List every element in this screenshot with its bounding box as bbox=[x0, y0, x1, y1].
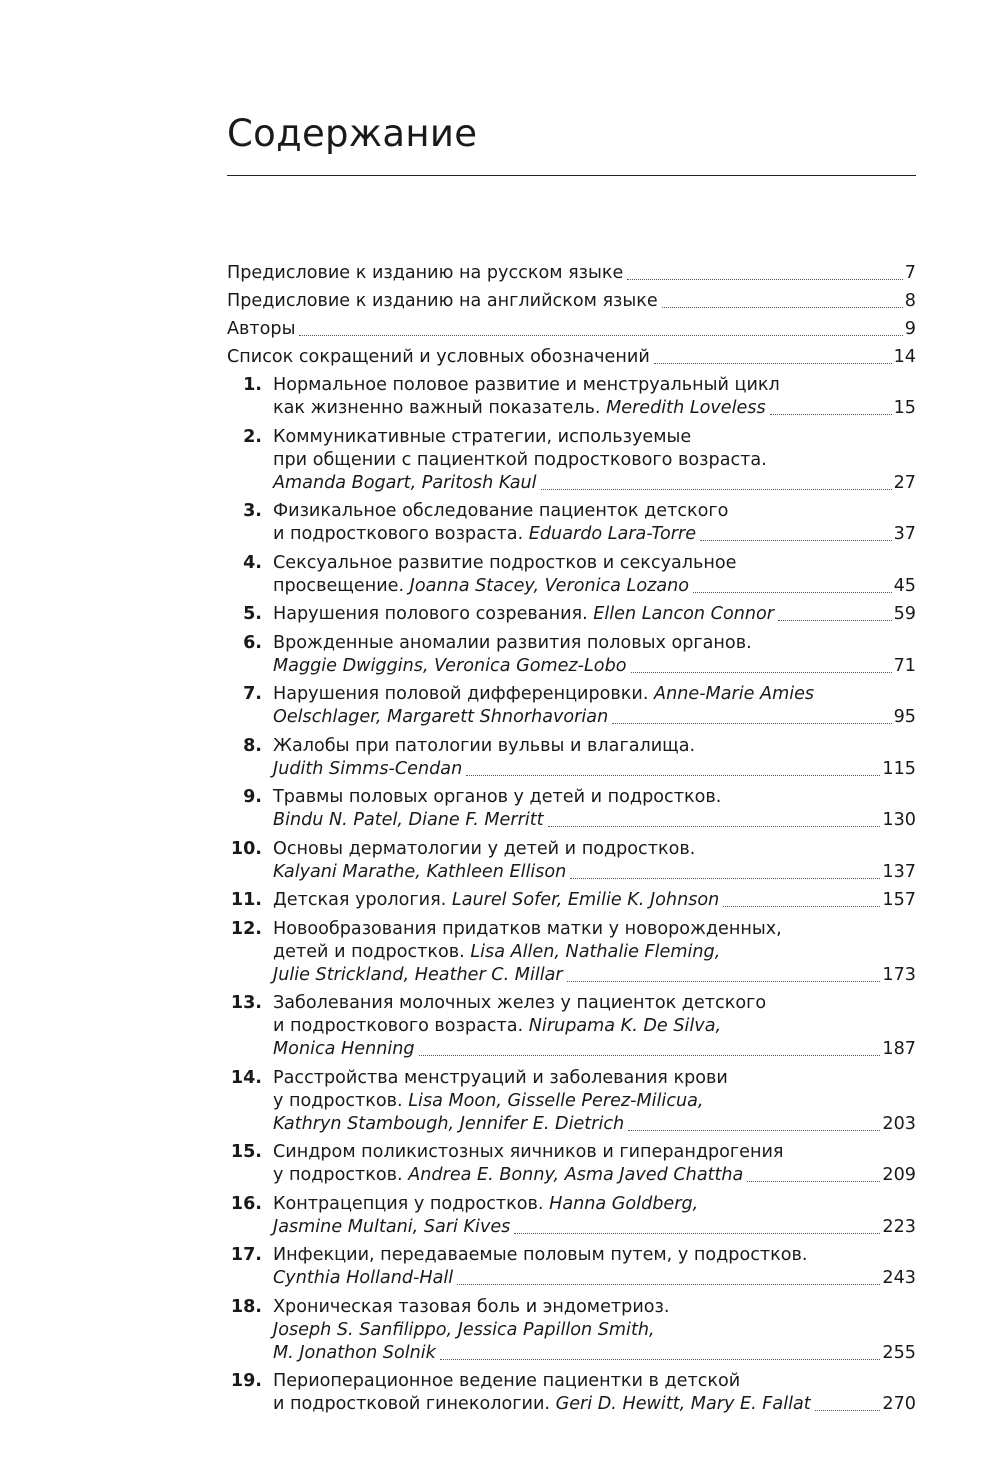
toc-chapter-body bbox=[273, 1244, 916, 1290]
chapter-title-text: и подростковой гинекологии. bbox=[273, 1394, 556, 1414]
dot-leader bbox=[654, 362, 892, 364]
chapter-authors: Nirupama K. De Silva, bbox=[528, 1016, 722, 1036]
toc-line-text bbox=[273, 1342, 436, 1365]
toc-line-text bbox=[273, 918, 782, 941]
toc-line bbox=[273, 552, 916, 575]
chapter-authors: Anne-Marie Amies bbox=[654, 684, 815, 704]
toc-chapter-body bbox=[273, 683, 916, 729]
chapter-number: 2. bbox=[243, 426, 262, 447]
chapter-title-text: Нарушения полового созревания. bbox=[273, 604, 594, 624]
toc-line bbox=[273, 861, 916, 884]
toc-chapter[interactable] bbox=[227, 735, 916, 781]
toc-line-text bbox=[273, 1015, 721, 1038]
dot-leader bbox=[631, 671, 892, 673]
chapter-title-text: Нормальное половое развитие и менструальный цикл bbox=[273, 375, 780, 395]
chapter-authors: Meredith Loveless bbox=[606, 398, 766, 418]
chapter-authors: Cynthia Holland-Hall bbox=[273, 1268, 454, 1288]
chapter-number: 5. bbox=[243, 604, 262, 624]
toc-entry[interactable] bbox=[227, 346, 916, 369]
dot-leader bbox=[548, 825, 881, 827]
chapter-authors: Joseph S. Sanfilippo, Jessica Papillon Smith, bbox=[273, 1319, 655, 1340]
toc-chapter-body bbox=[273, 735, 916, 781]
toc-chapter-body bbox=[273, 500, 916, 546]
chapter-authors: Joanna Stacey, Veronica Lozano bbox=[409, 575, 690, 596]
toc-line bbox=[273, 449, 916, 472]
toc-line bbox=[273, 1216, 916, 1239]
chapter-authors: Monica Henning bbox=[273, 1039, 415, 1059]
page-title: Содержание bbox=[227, 112, 478, 155]
toc-line bbox=[273, 1244, 916, 1267]
page-number: 45 bbox=[893, 575, 916, 596]
dot-leader bbox=[628, 1129, 880, 1131]
chapter-title-text: Жалобы при патологии вульвы и влагалища. bbox=[273, 735, 696, 756]
chapter-number: 14. bbox=[230, 1067, 262, 1088]
chapter-number: 15. bbox=[230, 1142, 262, 1162]
chapter-title-text: как жизненно важный показатель. bbox=[273, 398, 607, 418]
toc-line-text bbox=[273, 655, 627, 678]
chapter-authors: Lisa Allen, Nathalie Fleming, bbox=[470, 941, 721, 962]
toc-chapter-body bbox=[273, 1193, 916, 1239]
toc-line bbox=[273, 500, 916, 523]
toc-chapter[interactable] bbox=[227, 374, 916, 420]
toc-line-text bbox=[273, 632, 752, 655]
toc-line-text bbox=[273, 552, 736, 575]
toc-line-text bbox=[273, 786, 721, 809]
toc-line-text bbox=[273, 1193, 698, 1216]
page-number: 255 bbox=[882, 1342, 916, 1363]
page-number: 243 bbox=[882, 1268, 916, 1288]
toc-line-text bbox=[273, 1267, 453, 1290]
chapter-authors: Lisa Moon, Gisselle Perez-Milicua, bbox=[408, 1090, 704, 1111]
chapter-title-text: Врожденные аномалии развития половых органов. bbox=[273, 632, 752, 653]
chapter-authors: Kathryn Stambough, Jennifer E. Dietrich bbox=[273, 1113, 625, 1134]
toc-line-text bbox=[273, 449, 767, 472]
chapter-authors: Geri D. Hewitt, Mary E. Fallat bbox=[555, 1394, 811, 1414]
chapter-title-text: Периоперационное ведение пациентки в детской bbox=[273, 1371, 741, 1391]
chapter-authors: Andrea E. Bonny, Asma Javed Chattha bbox=[408, 1165, 744, 1185]
toc-line bbox=[273, 786, 916, 809]
toc-line-text bbox=[273, 603, 774, 626]
toc-line bbox=[273, 941, 916, 964]
toc-line-text bbox=[273, 1141, 784, 1164]
toc-line-text bbox=[273, 575, 689, 598]
dot-leader bbox=[778, 619, 892, 621]
toc-line bbox=[273, 889, 916, 912]
toc-line bbox=[273, 1296, 916, 1319]
toc-line bbox=[227, 318, 916, 341]
toc-chapter-body bbox=[273, 918, 916, 987]
toc-chapter[interactable] bbox=[227, 1067, 916, 1136]
toc-line bbox=[273, 1015, 916, 1038]
page-number: 270 bbox=[882, 1394, 916, 1414]
chapter-authors: Eduardo Lara-Torre bbox=[528, 524, 697, 544]
chapter-number: 18. bbox=[230, 1296, 262, 1317]
toc-chapter[interactable] bbox=[227, 1244, 916, 1290]
toc-line-text bbox=[273, 472, 537, 495]
toc-line bbox=[273, 1113, 916, 1136]
toc-chapter-body bbox=[273, 1296, 916, 1365]
dot-leader bbox=[662, 306, 903, 308]
toc-line bbox=[273, 655, 916, 678]
toc-line-text bbox=[273, 964, 563, 987]
toc-line bbox=[273, 1164, 916, 1187]
toc-entry-body bbox=[227, 346, 916, 369]
chapter-title-text: у подростков. bbox=[273, 1090, 409, 1111]
toc-line bbox=[273, 1141, 916, 1164]
toc-chapter-body bbox=[273, 603, 916, 626]
toc-entry[interactable] bbox=[227, 262, 916, 285]
toc-line bbox=[273, 683, 916, 706]
toc-line-text bbox=[273, 838, 695, 861]
toc-chapter[interactable] bbox=[227, 889, 916, 912]
chapter-title-text: Заболевания молочных желез у пациенток детского bbox=[273, 993, 767, 1013]
toc-chapter[interactable] bbox=[227, 838, 916, 884]
table-of-contents bbox=[227, 262, 916, 1422]
toc-chapter-body bbox=[273, 838, 916, 884]
toc-entry-body bbox=[227, 290, 916, 313]
toc-chapter-body bbox=[273, 426, 916, 495]
toc-line-text bbox=[273, 500, 728, 523]
chapter-number: 3. bbox=[243, 501, 262, 521]
chapter-title-text: при общении с пациенткой подросткового возраста. bbox=[273, 449, 767, 470]
chapter-title-text: Инфекции, передаваемые половым путем, у подростков. bbox=[273, 1245, 808, 1265]
chapter-number: 1. bbox=[243, 375, 262, 395]
toc-line bbox=[273, 575, 916, 598]
toc-line-text bbox=[273, 374, 780, 397]
chapter-number: 19. bbox=[230, 1371, 262, 1391]
chapter-authors: Bindu N. Patel, Diane F. Merritt bbox=[273, 810, 544, 830]
chapter-title-text: Расстройства менструаций и заболевания крови bbox=[273, 1067, 728, 1088]
chapter-number: 7. bbox=[243, 684, 262, 704]
toc-chapter[interactable] bbox=[227, 552, 916, 598]
chapter-number: 11. bbox=[230, 890, 262, 910]
toc-line bbox=[273, 374, 916, 397]
chapter-title-text: Хроническая тазовая боль и эндометриоз. bbox=[273, 1296, 670, 1317]
dot-leader bbox=[514, 1232, 880, 1234]
dot-leader bbox=[299, 334, 902, 336]
chapter-title-text: и подросткового возраста. bbox=[273, 1016, 529, 1036]
toc-line bbox=[273, 964, 916, 987]
chapter-number: 10. bbox=[230, 838, 262, 859]
page-number: 59 bbox=[893, 604, 916, 624]
toc-chapter-body bbox=[273, 552, 916, 598]
toc-line bbox=[273, 1267, 916, 1290]
chapter-title-text: Основы дерматологии у детей и подростков. bbox=[273, 838, 696, 859]
dot-leader bbox=[770, 413, 892, 415]
toc-line-text bbox=[273, 735, 695, 758]
toc-line bbox=[273, 1038, 916, 1061]
title-divider bbox=[227, 175, 916, 176]
chapter-authors: Ellen Lancon Connor bbox=[593, 604, 775, 624]
dot-leader bbox=[570, 877, 880, 879]
toc-line-text bbox=[273, 1038, 415, 1061]
toc-line-text bbox=[273, 683, 814, 706]
page-number: 95 bbox=[893, 707, 916, 727]
toc-line bbox=[273, 426, 916, 449]
page-number: 115 bbox=[882, 758, 916, 779]
toc-line bbox=[273, 1067, 916, 1090]
dot-leader bbox=[466, 774, 880, 776]
page-number: 130 bbox=[882, 810, 916, 830]
toc-chapter-body bbox=[273, 1067, 916, 1136]
toc-line-text bbox=[273, 1296, 669, 1319]
chapter-number: 16. bbox=[230, 1193, 262, 1214]
toc-line bbox=[273, 397, 916, 420]
toc-chapter[interactable] bbox=[227, 1193, 916, 1239]
toc-line bbox=[273, 992, 916, 1015]
dot-leader bbox=[457, 1283, 880, 1285]
toc-chapter-body bbox=[273, 1370, 916, 1416]
chapter-title-text: и подросткового возраста. bbox=[273, 524, 529, 544]
chapter-authors: Jasmine Multani, Sari Kives bbox=[273, 1216, 511, 1237]
toc-entry-body bbox=[227, 318, 916, 341]
toc-line-text bbox=[273, 1370, 740, 1393]
page-number: 7 bbox=[904, 263, 916, 283]
toc-chapter[interactable] bbox=[227, 632, 916, 678]
toc-line bbox=[227, 262, 916, 285]
toc-chapter[interactable] bbox=[227, 918, 916, 987]
chapter-authors: Laurel Sofer, Emilie K. Johnson bbox=[451, 890, 720, 910]
page-number: 157 bbox=[882, 890, 916, 910]
toc-line bbox=[273, 735, 916, 758]
chapter-authors: Oelschlager, Margarett Shnorhavorian bbox=[273, 707, 609, 727]
chapter-title-text: Детская урология. bbox=[273, 890, 452, 910]
page-number: 27 bbox=[893, 472, 916, 493]
chapter-authors: Maggie Dwiggins, Veronica Gomez-Lobo bbox=[273, 655, 627, 676]
dot-leader bbox=[541, 488, 892, 490]
toc-line-text bbox=[273, 1067, 728, 1090]
toc-chapter[interactable] bbox=[227, 683, 916, 729]
chapter-title-text: Контрацепция у подростков. bbox=[273, 1193, 550, 1214]
chapter-number: 9. bbox=[243, 787, 262, 807]
toc-line bbox=[273, 1370, 916, 1393]
toc-line bbox=[273, 809, 916, 832]
toc-line-text bbox=[273, 992, 766, 1015]
toc-line-text bbox=[273, 426, 691, 449]
toc-line bbox=[273, 758, 916, 781]
chapter-title-text: Физикальное обследование пациенток детского bbox=[273, 501, 729, 521]
toc-line-text bbox=[273, 758, 462, 781]
page-number: 187 bbox=[882, 1039, 916, 1059]
toc-chapter[interactable] bbox=[227, 426, 916, 495]
dot-leader bbox=[567, 980, 881, 982]
page-number: 173 bbox=[882, 964, 916, 985]
toc-line bbox=[273, 632, 916, 655]
toc-line-text bbox=[273, 706, 608, 729]
page-number: 14 bbox=[893, 347, 916, 367]
toc-entry-body bbox=[227, 262, 916, 285]
toc-chapter[interactable] bbox=[227, 1296, 916, 1365]
dot-leader bbox=[627, 278, 902, 280]
toc-chapter-body bbox=[273, 992, 916, 1061]
dot-leader bbox=[419, 1054, 881, 1056]
chapter-authors: Julie Strickland, Heather C. Millar bbox=[273, 964, 563, 985]
toc-chapter-body bbox=[273, 889, 916, 912]
page-number: 71 bbox=[893, 655, 916, 676]
toc-line bbox=[273, 1393, 916, 1416]
toc-line bbox=[273, 1319, 916, 1342]
toc-chapter[interactable] bbox=[227, 603, 916, 626]
toc-line-text bbox=[273, 1216, 510, 1239]
chapter-authors: Judith Simms-Cendan bbox=[273, 758, 463, 779]
toc-chapter-body bbox=[273, 786, 916, 832]
page-number: 137 bbox=[882, 861, 916, 882]
toc-line-text bbox=[273, 1164, 743, 1187]
page-number: 209 bbox=[882, 1165, 916, 1185]
toc-line bbox=[227, 290, 916, 313]
dot-leader bbox=[747, 1180, 880, 1182]
dot-leader bbox=[612, 722, 891, 724]
toc-line bbox=[273, 838, 916, 861]
toc-line-text bbox=[273, 1393, 811, 1416]
toc-chapter[interactable] bbox=[227, 1370, 916, 1416]
chapter-number: 12. bbox=[230, 918, 262, 939]
toc-line bbox=[273, 918, 916, 941]
toc-entry[interactable] bbox=[227, 318, 916, 341]
page-number: 203 bbox=[882, 1113, 916, 1134]
toc-line-text bbox=[273, 523, 696, 546]
page-number: 223 bbox=[882, 1216, 916, 1237]
dot-leader bbox=[700, 539, 892, 541]
toc-entry-title: Предисловие к изданию на русском языке bbox=[227, 263, 624, 283]
toc-line bbox=[273, 1342, 916, 1365]
toc-entry-title: Список сокращений и условных обозначений bbox=[227, 347, 650, 367]
page-number: 37 bbox=[893, 524, 916, 544]
chapter-number: 6. bbox=[243, 632, 262, 653]
toc-entry[interactable] bbox=[227, 290, 916, 313]
toc-chapter-body bbox=[273, 1141, 916, 1187]
toc-chapter[interactable] bbox=[227, 1141, 916, 1187]
toc-chapter[interactable] bbox=[227, 500, 916, 546]
chapter-title-text: Нарушения половой дифференцировки. bbox=[273, 684, 655, 704]
toc-chapter-body bbox=[273, 632, 916, 678]
chapter-authors: Amanda Bogart, Paritosh Kaul bbox=[273, 472, 537, 493]
toc-line bbox=[273, 1090, 916, 1113]
chapter-title-text: у подростков. bbox=[273, 1165, 409, 1185]
chapter-authors: M. Jonathon Solnik bbox=[273, 1342, 436, 1363]
dot-leader bbox=[693, 591, 892, 593]
toc-line bbox=[227, 346, 916, 369]
chapter-title-text: просвещение. bbox=[273, 575, 410, 596]
toc-chapter[interactable] bbox=[227, 992, 916, 1061]
toc-chapter-body bbox=[273, 374, 916, 420]
page-number: 9 bbox=[904, 319, 916, 339]
chapter-title-text: Новообразования придатков матки у новорожденных, bbox=[273, 918, 782, 939]
toc-line-text bbox=[273, 1113, 624, 1136]
toc-line-text bbox=[273, 889, 719, 912]
page-number: 8 bbox=[904, 291, 916, 311]
chapter-number: 8. bbox=[243, 735, 262, 756]
chapter-authors: Kalyani Marathe, Kathleen Ellison bbox=[273, 861, 567, 882]
chapter-number: 4. bbox=[243, 552, 262, 573]
chapter-title-text: Травмы половых органов у детей и подростков. bbox=[273, 787, 722, 807]
toc-line-text bbox=[273, 397, 766, 420]
toc-chapter[interactable] bbox=[227, 786, 916, 832]
toc-line bbox=[273, 706, 916, 729]
dot-leader bbox=[440, 1358, 881, 1360]
toc-line-text bbox=[273, 809, 544, 832]
chapter-authors: Hanna Goldberg, bbox=[549, 1193, 699, 1214]
dot-leader bbox=[815, 1409, 881, 1411]
chapter-title-text: Коммуникативные стратегии, используемые bbox=[273, 426, 692, 447]
toc-line-text bbox=[273, 861, 566, 884]
page-number: 15 bbox=[893, 398, 916, 418]
toc-entry-title: Предисловие к изданию на английском языке bbox=[227, 291, 658, 311]
toc-entry-title: Авторы bbox=[227, 319, 296, 339]
toc-line bbox=[273, 603, 916, 626]
chapter-title-text: Синдром поликистозных яичников и гиперандрогения bbox=[273, 1142, 784, 1162]
chapter-number: 17. bbox=[230, 1245, 262, 1265]
toc-line-text bbox=[273, 1090, 704, 1113]
dot-leader bbox=[723, 905, 880, 907]
chapter-number: 13. bbox=[230, 993, 262, 1013]
toc-line bbox=[273, 523, 916, 546]
chapter-title-text: Сексуальное развитие подростков и сексуальное bbox=[273, 552, 737, 573]
toc-line bbox=[273, 472, 916, 495]
toc-line bbox=[273, 1193, 916, 1216]
toc-line-text bbox=[273, 1319, 655, 1342]
chapter-title-text: детей и подростков. bbox=[273, 941, 471, 962]
toc-line-text bbox=[273, 1244, 808, 1267]
toc-line-text bbox=[273, 941, 720, 964]
